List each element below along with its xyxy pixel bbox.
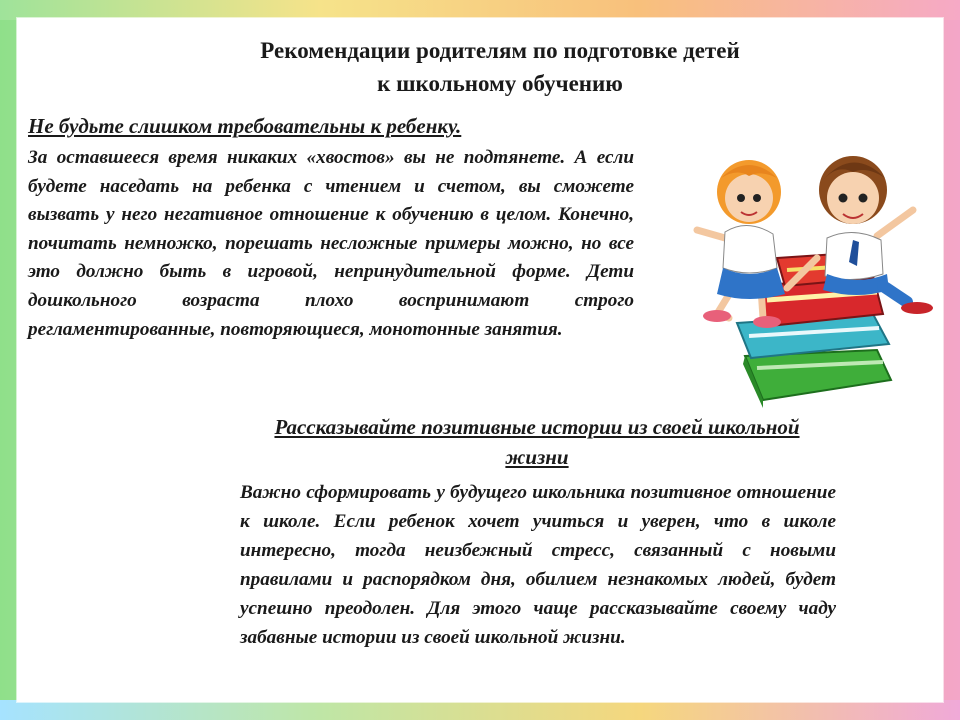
children-on-books-icon — [677, 118, 935, 418]
page-title — [17, 34, 943, 100]
section2-heading: Рассказывайте позитивные истории из своей школьной жизни — [274, 415, 800, 469]
section1-heading: Не будьте слишком требовательны к ребенку. — [28, 114, 462, 138]
title-line-1: Рекомендации родителям по подготовке детей — [260, 38, 740, 63]
frame-top-border — [0, 0, 960, 20]
section2-body: Важно сформировать у будущего школьника позитивное отношение к школе. Если ребенок хочет учиться и уверен, что в школе интересно, тогда неизбежный стресс, связанный с новыми правилами и распорядком дня, обилием незнакомых людей, будет успешно преодолен. Для этого чаще рассказывайте своему чаду забавные истории из своей школьной жизни. — [240, 482, 836, 648]
title-line-2: к школьному обучению — [377, 71, 623, 96]
section1-body: За оставшееся время никаких «хвостов» вы не подтянете. А если будете наседать на ребенка с чтением и счетом, вы сможете вызвать у него негативное отношение к обучению в целом. Конечно, почитать немножко, порешать несложные примеры можно, но все это должно быть в игровой, непринудительной форме. Дети дошкольного возраста плохо воспринимают строго регламентированные, повторяющиеся, монотонные занятия. — [28, 147, 634, 340]
frame-bottom-border — [0, 700, 960, 720]
page-sheet — [17, 18, 943, 702]
